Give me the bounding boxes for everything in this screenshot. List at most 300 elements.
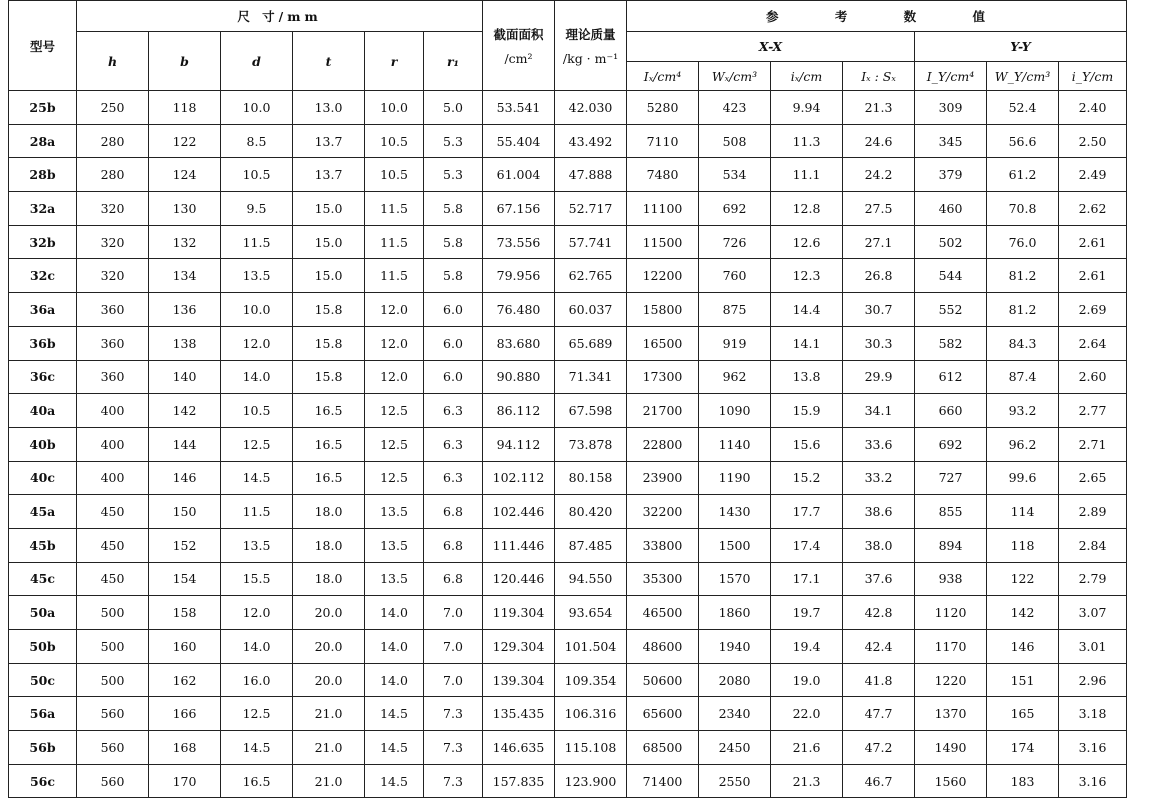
cell-ix: 11100	[627, 192, 699, 226]
cell-r: 14.5	[365, 731, 424, 765]
cell-iy-radius: 2.65	[1059, 461, 1127, 495]
cell-b: 118	[149, 91, 221, 125]
cell-d: 14.5	[221, 731, 293, 765]
cell-ix-radius: 15.9	[771, 394, 843, 428]
cell-iy-radius: 2.69	[1059, 293, 1127, 327]
cell-r1: 7.0	[424, 630, 483, 664]
mass-header	[555, 1, 627, 91]
cell-ix-radius: 17.7	[771, 495, 843, 529]
cell-b: 134	[149, 259, 221, 293]
cell-r1: 7.3	[424, 764, 483, 798]
cell-iy-radius: 3.16	[1059, 764, 1127, 798]
cell-r1: 5.8	[424, 259, 483, 293]
cell-model: 50c	[9, 663, 77, 697]
cell-model: 28b	[9, 158, 77, 192]
cell-r1: 5.8	[424, 225, 483, 259]
cell-wy: 56.6	[987, 124, 1059, 158]
cell-b: 170	[149, 764, 221, 798]
cell-iy-radius: 2.96	[1059, 663, 1127, 697]
cell-ix: 17300	[627, 360, 699, 394]
cell-h: 360	[77, 326, 149, 360]
cell-mass: 67.598	[555, 394, 627, 428]
cell-ix-radius: 14.1	[771, 326, 843, 360]
mass-unit: /kg · m⁻¹	[562, 51, 619, 66]
cell-mass: 106.316	[555, 697, 627, 731]
cell-mass: 80.420	[555, 495, 627, 529]
cell-iy: 612	[915, 360, 987, 394]
cell-t: 16.5	[293, 461, 365, 495]
cell-wy: 81.2	[987, 259, 1059, 293]
cell-mass: 115.108	[555, 731, 627, 765]
cell-iy-radius: 2.71	[1059, 427, 1127, 461]
dim-col-b: b	[149, 32, 221, 91]
cell-r1: 6.0	[424, 293, 483, 327]
cell-iy: 502	[915, 225, 987, 259]
cell-wx: 2080	[699, 663, 771, 697]
cell-wy: 84.3	[987, 326, 1059, 360]
cell-wx: 2450	[699, 731, 771, 765]
cell-wy: 183	[987, 764, 1059, 798]
cell-d: 8.5	[221, 124, 293, 158]
cell-iy-radius: 3.18	[1059, 697, 1127, 731]
cell-b: 160	[149, 630, 221, 664]
cell-iy-radius: 2.50	[1059, 124, 1127, 158]
cell-r: 14.0	[365, 663, 424, 697]
cell-ix-sx: 34.1	[843, 394, 915, 428]
cell-r1: 7.0	[424, 663, 483, 697]
cell-mass: 73.878	[555, 427, 627, 461]
cell-wy: 114	[987, 495, 1059, 529]
cell-d: 12.0	[221, 326, 293, 360]
cell-ix-sx: 21.3	[843, 91, 915, 125]
cell-model: 36c	[9, 360, 77, 394]
cell-ix-radius: 21.3	[771, 764, 843, 798]
cell-wx: 1430	[699, 495, 771, 529]
cell-r1: 7.3	[424, 697, 483, 731]
cell-h: 450	[77, 495, 149, 529]
cell-wx: 1940	[699, 630, 771, 664]
cell-b: 142	[149, 394, 221, 428]
cell-ix-sx: 27.1	[843, 225, 915, 259]
cell-area: 76.480	[483, 293, 555, 327]
cell-t: 15.0	[293, 225, 365, 259]
cell-ix-radius: 17.4	[771, 528, 843, 562]
cell-mass: 42.030	[555, 91, 627, 125]
cell-ix: 22800	[627, 427, 699, 461]
cell-r: 10.0	[365, 91, 424, 125]
cell-r1: 5.0	[424, 91, 483, 125]
cell-d: 14.0	[221, 630, 293, 664]
cell-model: 45c	[9, 562, 77, 596]
table-row	[9, 764, 1127, 798]
cell-ix-sx: 42.4	[843, 630, 915, 664]
area-title: 截面面积	[493, 27, 544, 42]
cell-area: 111.446	[483, 528, 555, 562]
cell-r: 10.5	[365, 158, 424, 192]
cell-ix: 7110	[627, 124, 699, 158]
cell-iy-radius: 2.79	[1059, 562, 1127, 596]
cell-wy: 87.4	[987, 360, 1059, 394]
cell-r: 11.5	[365, 192, 424, 226]
table-row	[9, 528, 1127, 562]
cell-iy: 345	[915, 124, 987, 158]
cell-t: 15.8	[293, 293, 365, 327]
cell-wx: 508	[699, 124, 771, 158]
cell-b: 158	[149, 596, 221, 630]
cell-b: 168	[149, 731, 221, 765]
cell-area: 61.004	[483, 158, 555, 192]
cell-r: 14.5	[365, 764, 424, 798]
cell-iy: 727	[915, 461, 987, 495]
cell-iy-radius: 2.61	[1059, 259, 1127, 293]
cell-mass: 101.504	[555, 630, 627, 664]
cell-h: 250	[77, 91, 149, 125]
cell-wx: 1190	[699, 461, 771, 495]
table-row	[9, 394, 1127, 428]
cell-h: 280	[77, 124, 149, 158]
cell-h: 450	[77, 528, 149, 562]
table-row	[9, 360, 1127, 394]
cell-ix: 33800	[627, 528, 699, 562]
cell-h: 560	[77, 731, 149, 765]
cell-model: 28a	[9, 124, 77, 158]
cell-ix: 71400	[627, 764, 699, 798]
cell-wy: 61.2	[987, 158, 1059, 192]
cell-b: 146	[149, 461, 221, 495]
cell-d: 16.0	[221, 663, 293, 697]
x-axis-group-header: X-X	[627, 32, 915, 62]
cell-ix-sx: 24.2	[843, 158, 915, 192]
cell-ix-radius: 12.8	[771, 192, 843, 226]
cell-ix: 7480	[627, 158, 699, 192]
cell-area: 83.680	[483, 326, 555, 360]
cell-h: 500	[77, 630, 149, 664]
cell-model: 56b	[9, 731, 77, 765]
cell-h: 450	[77, 562, 149, 596]
cell-d: 12.5	[221, 427, 293, 461]
steel-section-table	[8, 0, 1127, 798]
cell-iy: 1120	[915, 596, 987, 630]
cell-area: 129.304	[483, 630, 555, 664]
cell-r: 14.5	[365, 697, 424, 731]
cell-ix-sx: 47.7	[843, 697, 915, 731]
cell-wx: 1500	[699, 528, 771, 562]
cell-h: 320	[77, 192, 149, 226]
cell-model: 40a	[9, 394, 77, 428]
cell-wx: 1860	[699, 596, 771, 630]
cell-r1: 6.3	[424, 461, 483, 495]
cell-wx: 1570	[699, 562, 771, 596]
cell-r1: 6.3	[424, 427, 483, 461]
cell-iy-radius: 2.60	[1059, 360, 1127, 394]
cell-r: 13.5	[365, 562, 424, 596]
cell-ix-sx: 27.5	[843, 192, 915, 226]
cell-b: 132	[149, 225, 221, 259]
cell-b: 144	[149, 427, 221, 461]
mass-title: 理论质量	[565, 27, 616, 42]
cell-iy: 552	[915, 293, 987, 327]
cell-wx: 1090	[699, 394, 771, 428]
cell-ix-radius: 9.94	[771, 91, 843, 125]
cell-b: 150	[149, 495, 221, 529]
dimensions-group-header: 尺 寸/mm	[77, 1, 483, 32]
cell-d: 11.5	[221, 495, 293, 529]
table-row	[9, 562, 1127, 596]
cell-t: 21.0	[293, 731, 365, 765]
cell-ix-sx: 42.8	[843, 596, 915, 630]
cell-ix-sx: 38.6	[843, 495, 915, 529]
cell-wx: 962	[699, 360, 771, 394]
cell-iy: 660	[915, 394, 987, 428]
cell-b: 130	[149, 192, 221, 226]
area-unit: /cm²	[504, 51, 533, 66]
cell-area: 94.112	[483, 427, 555, 461]
cell-t: 16.5	[293, 427, 365, 461]
cell-wy: 142	[987, 596, 1059, 630]
cell-t: 13.0	[293, 91, 365, 125]
cell-wx: 2340	[699, 697, 771, 731]
table-row	[9, 259, 1127, 293]
cell-ix: 15800	[627, 293, 699, 327]
cell-model: 50b	[9, 630, 77, 664]
cell-model: 36b	[9, 326, 77, 360]
cell-ix: 11500	[627, 225, 699, 259]
y-col-modulus: W_Y/cm³	[987, 62, 1059, 91]
cell-mass: 80.158	[555, 461, 627, 495]
cell-d: 10.5	[221, 158, 293, 192]
dim-col-t: t	[293, 32, 365, 91]
cell-h: 320	[77, 259, 149, 293]
cell-area: 67.156	[483, 192, 555, 226]
cell-r: 13.5	[365, 528, 424, 562]
dim-col-r1: r₁	[424, 32, 483, 91]
cell-iy-radius: 2.49	[1059, 158, 1127, 192]
cell-wy: 81.2	[987, 293, 1059, 327]
cell-model: 56a	[9, 697, 77, 731]
cell-iy-radius: 2.64	[1059, 326, 1127, 360]
cell-wx: 534	[699, 158, 771, 192]
area-header	[483, 1, 555, 91]
dim-col-h: h	[77, 32, 149, 91]
cell-model: 45a	[9, 495, 77, 529]
cell-ix-radius: 19.7	[771, 596, 843, 630]
cell-iy: 894	[915, 528, 987, 562]
cell-wy: 151	[987, 663, 1059, 697]
table-row	[9, 192, 1127, 226]
cell-ix: 32200	[627, 495, 699, 529]
cell-b: 138	[149, 326, 221, 360]
cell-wy: 174	[987, 731, 1059, 765]
cell-iy: 582	[915, 326, 987, 360]
cell-iy: 1170	[915, 630, 987, 664]
cell-t: 20.0	[293, 596, 365, 630]
cell-d: 10.0	[221, 91, 293, 125]
cell-ix-radius: 12.3	[771, 259, 843, 293]
cell-r: 12.5	[365, 394, 424, 428]
table-row	[9, 326, 1127, 360]
cell-r: 13.5	[365, 495, 424, 529]
cell-d: 14.5	[221, 461, 293, 495]
cell-ix: 50600	[627, 663, 699, 697]
cell-r1: 5.3	[424, 158, 483, 192]
cell-h: 320	[77, 225, 149, 259]
cell-d: 10.0	[221, 293, 293, 327]
cell-ix: 65600	[627, 697, 699, 731]
cell-iy-radius: 2.62	[1059, 192, 1127, 226]
cell-area: 102.446	[483, 495, 555, 529]
cell-iy-radius: 2.77	[1059, 394, 1127, 428]
cell-wx: 692	[699, 192, 771, 226]
cell-t: 20.0	[293, 663, 365, 697]
table-row	[9, 293, 1127, 327]
table-row	[9, 596, 1127, 630]
dim-col-r: r	[365, 32, 424, 91]
cell-wy: 118	[987, 528, 1059, 562]
y-col-radius: i_Y/cm	[1059, 62, 1127, 91]
cell-wy: 52.4	[987, 91, 1059, 125]
cell-t: 18.0	[293, 562, 365, 596]
table-row	[9, 630, 1127, 664]
cell-model: 36a	[9, 293, 77, 327]
cell-r1: 6.0	[424, 360, 483, 394]
table-row	[9, 158, 1127, 192]
cell-area: 79.956	[483, 259, 555, 293]
cell-mass: 52.717	[555, 192, 627, 226]
x-col-radius: iₓ/cm	[771, 62, 843, 91]
cell-ix-sx: 29.9	[843, 360, 915, 394]
cell-ix-radius: 14.4	[771, 293, 843, 327]
cell-iy: 544	[915, 259, 987, 293]
cell-iy: 692	[915, 427, 987, 461]
cell-mass: 94.550	[555, 562, 627, 596]
cell-mass: 87.485	[555, 528, 627, 562]
cell-wy: 96.2	[987, 427, 1059, 461]
cell-t: 21.0	[293, 697, 365, 731]
cell-ix-radius: 11.3	[771, 124, 843, 158]
cell-iy-radius: 2.40	[1059, 91, 1127, 125]
cell-ix-sx: 38.0	[843, 528, 915, 562]
cell-area: 102.112	[483, 461, 555, 495]
cell-b: 136	[149, 293, 221, 327]
cell-ix-radius: 12.6	[771, 225, 843, 259]
model-header: 型号	[9, 1, 77, 91]
cell-model: 50a	[9, 596, 77, 630]
cell-mass: 71.341	[555, 360, 627, 394]
table-row	[9, 697, 1127, 731]
cell-r: 12.0	[365, 293, 424, 327]
cell-mass: 109.354	[555, 663, 627, 697]
cell-iy: 309	[915, 91, 987, 125]
cell-iy: 855	[915, 495, 987, 529]
table-row	[9, 427, 1127, 461]
cell-iy-radius: 2.89	[1059, 495, 1127, 529]
cell-r: 12.0	[365, 360, 424, 394]
cell-ix: 46500	[627, 596, 699, 630]
cell-mass: 60.037	[555, 293, 627, 327]
cell-h: 560	[77, 697, 149, 731]
cell-d: 14.0	[221, 360, 293, 394]
cell-model: 40b	[9, 427, 77, 461]
cell-model: 25b	[9, 91, 77, 125]
cell-wx: 2550	[699, 764, 771, 798]
x-col-modulus: Wₓ/cm³	[699, 62, 771, 91]
cell-area: 146.635	[483, 731, 555, 765]
cell-b: 140	[149, 360, 221, 394]
cell-wy: 70.8	[987, 192, 1059, 226]
cell-h: 400	[77, 427, 149, 461]
cell-wx: 1140	[699, 427, 771, 461]
cell-area: 120.446	[483, 562, 555, 596]
cell-area: 119.304	[483, 596, 555, 630]
cell-h: 360	[77, 293, 149, 327]
cell-b: 122	[149, 124, 221, 158]
cell-h: 400	[77, 394, 149, 428]
cell-b: 166	[149, 697, 221, 731]
cell-r1: 6.8	[424, 528, 483, 562]
cell-b: 162	[149, 663, 221, 697]
cell-wx: 760	[699, 259, 771, 293]
cell-area: 139.304	[483, 663, 555, 697]
cell-wy: 122	[987, 562, 1059, 596]
cell-area: 73.556	[483, 225, 555, 259]
cell-iy: 1220	[915, 663, 987, 697]
cell-t: 15.0	[293, 192, 365, 226]
cell-r: 10.5	[365, 124, 424, 158]
cell-ix-radius: 19.0	[771, 663, 843, 697]
cell-r1: 7.0	[424, 596, 483, 630]
cell-mass: 93.654	[555, 596, 627, 630]
cell-wx: 875	[699, 293, 771, 327]
cell-ix-sx: 24.6	[843, 124, 915, 158]
cell-t: 15.0	[293, 259, 365, 293]
cell-t: 15.8	[293, 326, 365, 360]
cell-model: 32b	[9, 225, 77, 259]
cell-ix: 12200	[627, 259, 699, 293]
table-row	[9, 124, 1127, 158]
cell-h: 500	[77, 663, 149, 697]
cell-d: 12.0	[221, 596, 293, 630]
cell-h: 400	[77, 461, 149, 495]
cell-ix-radius: 13.8	[771, 360, 843, 394]
table-row	[9, 225, 1127, 259]
cell-t: 18.0	[293, 495, 365, 529]
cell-mass: 62.765	[555, 259, 627, 293]
cell-r1: 6.3	[424, 394, 483, 428]
cell-iy-radius: 3.07	[1059, 596, 1127, 630]
cell-ix-radius: 17.1	[771, 562, 843, 596]
cell-wx: 726	[699, 225, 771, 259]
cell-area: 55.404	[483, 124, 555, 158]
cell-t: 16.5	[293, 394, 365, 428]
cell-h: 560	[77, 764, 149, 798]
cell-ix-radius: 22.0	[771, 697, 843, 731]
cell-h: 500	[77, 596, 149, 630]
cell-model: 56c	[9, 764, 77, 798]
cell-b: 124	[149, 158, 221, 192]
dim-col-d: d	[221, 32, 293, 91]
cell-t: 15.8	[293, 360, 365, 394]
reference-group-header: 参 考 数 值	[627, 1, 1127, 32]
cell-r1: 7.3	[424, 731, 483, 765]
cell-r1: 5.3	[424, 124, 483, 158]
cell-ix-sx: 37.6	[843, 562, 915, 596]
y-col-inertia: I_Y/cm⁴	[915, 62, 987, 91]
cell-wy: 165	[987, 697, 1059, 731]
y-axis-group-header: Y-Y	[915, 32, 1127, 62]
cell-wy: 146	[987, 630, 1059, 664]
cell-r: 11.5	[365, 225, 424, 259]
cell-r1: 6.0	[424, 326, 483, 360]
